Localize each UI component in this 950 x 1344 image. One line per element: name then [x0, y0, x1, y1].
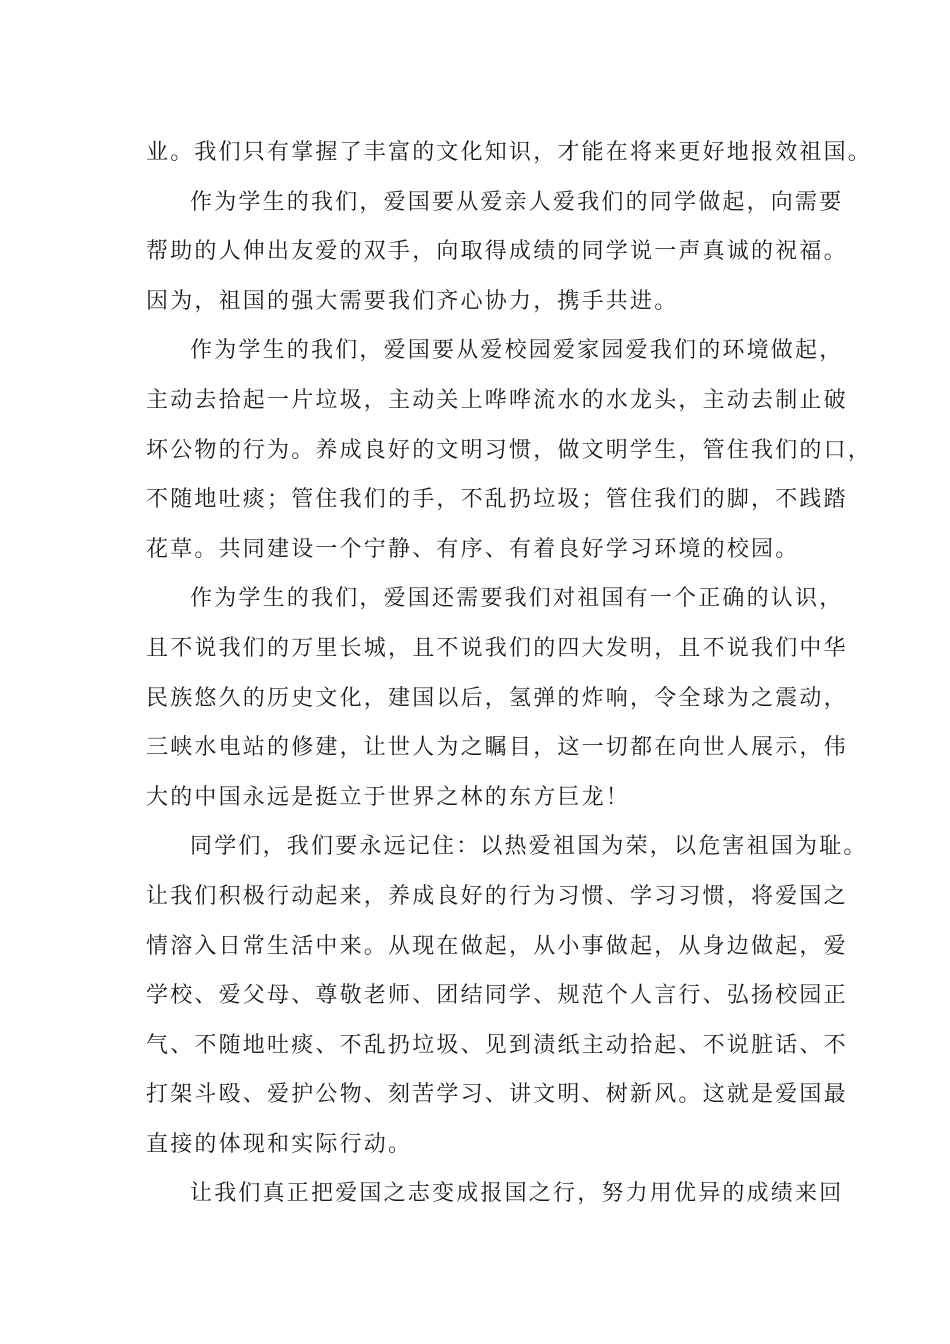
- text-line: 帮助的人伸出友爱的双手，向取得成绩的同学说一声真诚的祝福。: [146, 239, 848, 265]
- text-line: 让我们积极行动起来，养成良好的行为习惯、学习习惯，将爱国之: [146, 883, 848, 909]
- text-line: 学校、爱父母、尊敬老师、团结同学、规范个人言行、弘扬校园正: [146, 983, 848, 1009]
- text-line: 让我们真正把爱国之志变成报国之行，努力用优异的成绩来回: [190, 1181, 844, 1207]
- text-line: 作为学生的我们，爱国要从爱亲人爱我们的同学做起，向需要: [190, 189, 844, 215]
- paragraph: [146, 574, 848, 822]
- text-line: 三峡水电站的修建，让世人为之瞩目，这一切都在向世人展示，伟: [146, 735, 848, 761]
- text-line: 气、不随地吐痰、不乱扔垃圾、见到渍纸主动拾起、不说脏话、不: [146, 1032, 848, 1058]
- text-line: 主动去拾起一片垃圾，主动关上哗哗流水的水龙头，主动去制止破: [146, 387, 848, 413]
- text-line: 打架斗殴、爱护公物、刻苦学习、讲文明、树新风。这就是爱国最: [146, 1082, 848, 1108]
- text-line: 民族悠久的历史文化，建国以后，氢弹的炸响，令全球为之震动，: [146, 685, 848, 711]
- paragraph: [146, 822, 868, 1169]
- document-body: [146, 128, 873, 1219]
- text-line: 同学们，我们要永远记住：以热爱祖国为荣，以危害祖国为耻。: [190, 834, 868, 860]
- text-line: 且不说我们的万里长城，且不说我们的四大发明，且不说我们中华: [146, 635, 848, 661]
- text-line: 花草。共同建设一个宁静、有序、有着良好学习环境的校园。: [146, 536, 800, 562]
- text-line: 坏公物的行为。养成良好的文明习惯，做文明学生，管住我们的口，: [146, 437, 873, 463]
- text-line: 作为学生的我们，爱国要从爱校园爱家园爱我们的环境做起，: [190, 338, 844, 364]
- text-line: 业。我们只有掌握了丰富的文化知识，才能在将来更好地报效祖国。: [146, 140, 873, 165]
- text-line: 因为，祖国的强大需要我们齐心协力，携手共进。: [146, 288, 679, 314]
- paragraph: [146, 1169, 844, 1219]
- text-line: 作为学生的我们，爱国还需要我们对祖国有一个正确的认识，: [190, 586, 844, 612]
- paragraph: [146, 128, 873, 178]
- paragraph: [146, 326, 873, 574]
- text-line: 直接的体现和实际行动。: [146, 1131, 413, 1157]
- text-line: 情溶入日常生活中来。从现在做起，从小事做起，从身边做起，爱: [146, 933, 848, 959]
- paragraph: [146, 178, 848, 327]
- text-line: 大的中国永远是挺立于世界之林的东方巨龙！: [146, 784, 631, 810]
- text-line: 不随地吐痰；管住我们的手，不乱扔垃圾；管住我们的脚，不践踏: [146, 487, 848, 513]
